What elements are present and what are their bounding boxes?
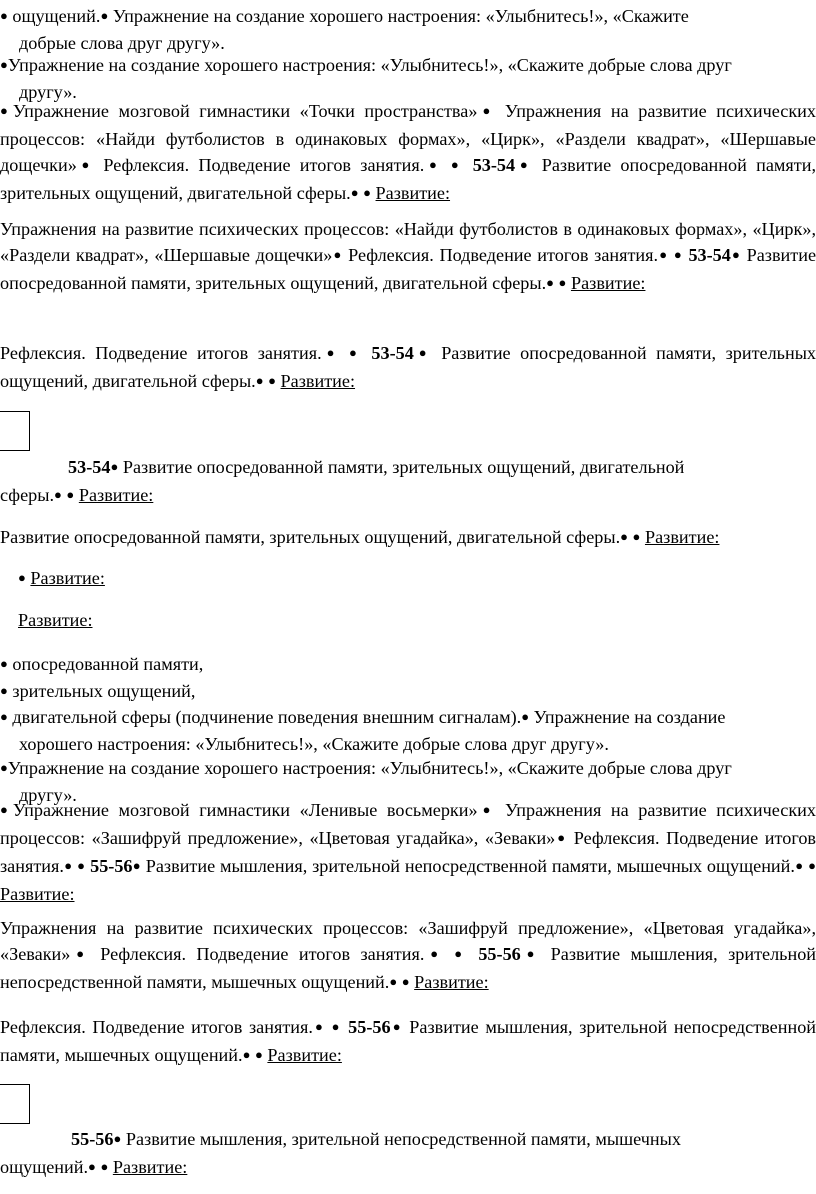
lesson-number: 55-56 (348, 1017, 391, 1037)
bullet-icon: ● (520, 946, 541, 961)
bullet-icon: ● (0, 8, 8, 23)
table-cell-border (0, 1084, 30, 1085)
bullet-icon: ● (18, 570, 26, 585)
text: Рефлексия. Подведение итогов занятия. (0, 828, 816, 876)
text: зрительных ощущений, (12, 680, 196, 701)
paragraph-5 (0, 340, 816, 396)
bullet-icon: ● (390, 1019, 403, 1034)
development-heading: Развитие: (375, 183, 451, 203)
bullet-icon: ● (0, 656, 8, 671)
text: Упражнения на развитие психических процессов: «Зашифруй предложение», «Цветовая угадайка», «Зеваки» (0, 800, 816, 848)
text: Упражнение мозговой гимнастики «Ленивые восьмерки» (12, 800, 478, 820)
bullet-icon: ● (254, 1047, 263, 1062)
bullet-icon: ● (332, 247, 343, 262)
paragraph-8 (0, 566, 816, 593)
text: опосредованной памяти, (12, 654, 204, 674)
bullet-icon: ● (401, 974, 410, 989)
bullet-icon: ● (66, 487, 75, 502)
bullet-icon: ● (113, 1131, 122, 1146)
text: Рефлексия. Подведение итогов занятия. (103, 155, 425, 175)
text: Развитие опосредованной памяти, зрительных ощущений, двигательной сферы. (0, 155, 816, 203)
text: Развитие опосредованной памяти, зрительных ощущений, двигательной сферы. (0, 343, 816, 391)
lesson-number: 55-56 (478, 944, 521, 964)
bullet-icon: ● (321, 345, 340, 360)
bullet-icon: ● (63, 858, 73, 873)
bullet-icon: ● (268, 373, 276, 388)
text: Упражнения на развитие психических процессов: «Найди футболистов в одинаковых формах», «Цирк», «Раздели квадрат», «Шершавые дощечки» (0, 101, 816, 175)
bullet-icon: ● (808, 858, 816, 873)
bullet-icon: ● (0, 57, 8, 72)
text: Развитие мышления, зрительной непосредственной памяти, мышечных ощущений. (145, 856, 795, 876)
bullet-icon: ● (255, 373, 264, 388)
bullet-icon: ● (100, 8, 109, 23)
text: Рефлексия. Подведение итогов занятия. (0, 1017, 313, 1037)
paragraph-7 (0, 525, 816, 552)
bullet-icon: ● (477, 103, 496, 118)
development-heading: Развитие: (30, 568, 105, 588)
p13-line (0, 1126, 816, 1154)
development-heading: Развитие: (570, 273, 646, 293)
bullet-icon: ● (312, 1019, 325, 1034)
paragraph-6 (0, 454, 816, 510)
p13-line2 (0, 1154, 816, 1182)
lesson-number: 55-56 (90, 856, 133, 876)
bullet-icon: ● (132, 858, 141, 873)
paragraph-1 (0, 4, 816, 55)
table-cell-border (0, 1123, 30, 1124)
bullet-icon: ● (331, 1019, 342, 1034)
bullet-icon: ● (70, 946, 90, 961)
development-heading: Развитие: (78, 485, 154, 505)
text: двигательной сферы (подчинение поведения внешним сигналам). (12, 707, 522, 727)
bullet-icon: ● (350, 185, 359, 200)
text: хорошего настроения: «Улыбнитесь!», «Скажите добрые слова друг другу». (19, 733, 609, 754)
bullet-icon: ● (110, 459, 119, 474)
bullet-icon: ● (424, 157, 442, 172)
table-cell-border (0, 411, 30, 412)
bullet-icon: ● (0, 709, 8, 724)
bullet-icon: ● (0, 802, 13, 817)
lesson-number: 53-54 (68, 457, 111, 477)
bullet-icon: ● (730, 247, 741, 262)
text: Упражнение мозговой гимнастики «Точки пространства» (12, 101, 478, 121)
paragraph-13 (0, 1126, 816, 1182)
bullet-icon: ● (515, 157, 533, 172)
text: Развитие опосредованной памяти, зрительных ощущений, двигательной сферы. (0, 245, 816, 293)
development-heading: Развитие: (267, 1045, 342, 1065)
bullet-icon: ● (546, 275, 554, 290)
bullet-icon: ● (76, 157, 95, 172)
text: другу». (19, 81, 77, 102)
development-heading: Развитие: (18, 610, 93, 630)
paragraph-3 (0, 98, 816, 208)
text: Развитие мышления, зрительной непосредственной памяти, мышечных (125, 1129, 681, 1149)
bullet-icon: ● (363, 185, 371, 200)
list-item (0, 756, 816, 783)
table-cell-border (29, 411, 30, 450)
text: добрые слова друг другу». (19, 32, 225, 53)
bullet-icon: ● (389, 974, 398, 989)
text: Упражнение на создание (533, 707, 726, 727)
text: Развитие опосредованной памяти, зрительных ощущений, двигательной сферы. (0, 527, 621, 547)
paragraph-11 (0, 915, 816, 997)
list-item (0, 705, 816, 732)
lesson-number: 53-54 (371, 343, 414, 363)
bullet-icon: ● (0, 682, 8, 698)
bullet-icon: ● (0, 760, 8, 775)
bullet-icon: ● (413, 345, 432, 360)
bullet-icon: ● (424, 946, 444, 961)
p6-line (0, 454, 816, 482)
list-item (0, 679, 816, 706)
text: Рефлексия. Подведение итогов занятия. (348, 245, 659, 265)
text: Упражнение на создание хорошего настроения: «Улыбнитесь!», «Скажите добрые слова друг (7, 758, 732, 778)
bullet-icon: ● (477, 802, 496, 817)
text: Развитие мышления, зрительной непосредственной памяти, мышечных ощущений. (0, 944, 816, 992)
bullet-icon: ● (658, 247, 669, 262)
bullet-icon: ● (54, 487, 62, 502)
bullet-icon: ● (242, 1047, 251, 1062)
bullet-icon: ● (0, 103, 13, 118)
development-heading: Развитие: (644, 527, 720, 547)
table-cell-border (0, 450, 30, 451)
lesson-number: 55-56 (71, 1129, 114, 1149)
p2-line (0, 53, 816, 80)
bullet-icon: ● (454, 946, 468, 961)
lesson-number: 53-54 (472, 155, 516, 175)
bullet-icon: ● (521, 709, 530, 724)
bullet-icon: ● (100, 1159, 109, 1174)
bullet-icon: ● (349, 345, 362, 360)
text: Рефлексия. Подведение итогов занятия. (100, 944, 425, 964)
text: Упражнение на создание хорошего настроения: «Улыбнитесь!», «Скажите (112, 6, 689, 26)
paragraph-12 (0, 1014, 816, 1070)
text: другу». (19, 784, 77, 805)
text: Упражнение на создание хорошего настроения: «Улыбнитесь!», «Скажите добрые слова друг (7, 55, 732, 75)
paragraph-10 (0, 797, 816, 907)
development-heading: Развитие: (280, 371, 356, 391)
development-heading: Развитие: (414, 972, 489, 992)
text: Упражнения на развитие психических процессов: «Зашифруй предложение», «Цветовая угадайка», «Зеваки» (0, 918, 816, 964)
paragraph-9 (0, 608, 816, 633)
bullet-icon: ● (673, 247, 683, 262)
text: ощущений. (0, 1157, 89, 1177)
bullet-icon: ● (558, 275, 567, 290)
bullet-icon: ● (794, 858, 804, 873)
bullet-icon: ● (555, 830, 568, 845)
development-list (0, 652, 816, 807)
development-heading: Развитие: (0, 884, 75, 904)
bullet-icon: ● (620, 529, 628, 544)
p1-line (0, 4, 816, 31)
text: Рефлексия. Подведение итогов занятия. (0, 343, 322, 363)
text: Упражнения на развитие психических процессов: «Найди футболистов в одинаковых формах», «Цирк», «Раздели квадрат», «Шершавые дощечки» (0, 219, 816, 265)
development-heading: Развитие: (112, 1157, 188, 1177)
p6-line2 (0, 482, 816, 510)
table-cell-border (29, 1084, 30, 1123)
bullet-icon: ● (450, 157, 464, 172)
lesson-number: 53-54 (688, 245, 731, 265)
text: Развитие мышления, зрительной непосредственной памяти, мышечных ощущений. (0, 1017, 816, 1065)
paragraph-2 (0, 53, 816, 104)
text: сферы. (0, 485, 55, 505)
bullet-icon: ● (77, 858, 86, 873)
paragraph-4 (0, 216, 816, 298)
list-item (0, 652, 816, 679)
bullet-icon: ● (88, 1159, 96, 1174)
bullet-icon: ● (632, 529, 641, 544)
text: ощущений. (12, 6, 101, 26)
text: Развитие опосредованной памяти, зрительных ощущений, двигательной (122, 457, 685, 477)
